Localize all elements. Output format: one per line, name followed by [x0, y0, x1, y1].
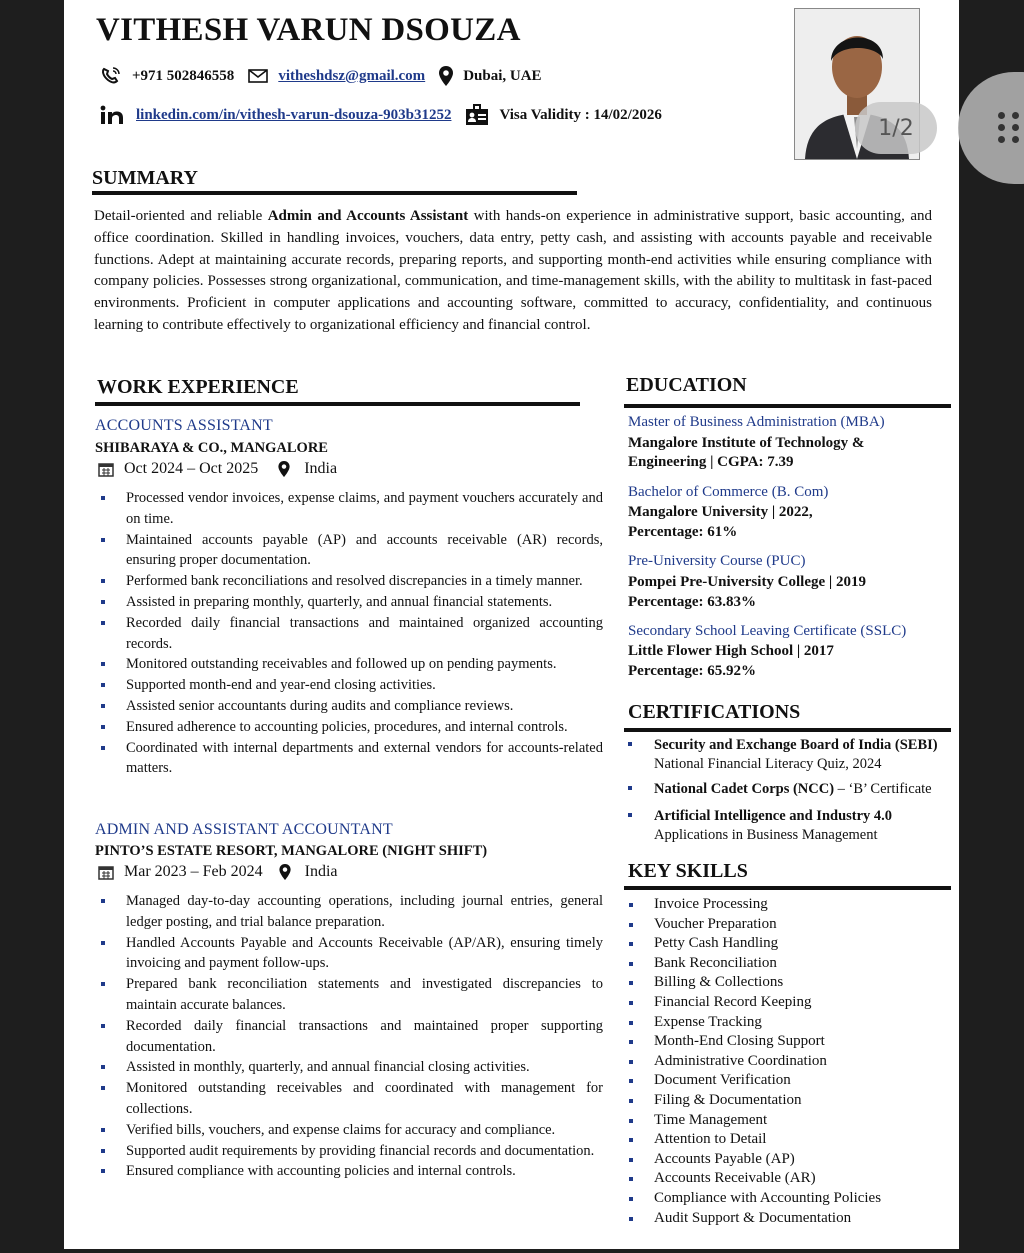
list-item: Bank Reconciliation	[628, 954, 948, 974]
cert-name-3: Artificial Intelligence and Industry 4.0	[654, 808, 893, 824]
skills-list	[628, 895, 948, 1228]
job-bullets-1	[96, 488, 603, 779]
list-item: Invoice Processing	[628, 895, 948, 915]
list-item: Audit Support & Documentation	[628, 1209, 948, 1229]
list-item: Voucher Preparation	[628, 915, 948, 935]
job-location-1	[278, 460, 337, 478]
list-item: Time Management	[628, 1111, 948, 1131]
cert-name-1: Security and Exchange Board of India (SEBI)	[654, 737, 938, 753]
list-item: Financial Record Keeping	[628, 993, 948, 1013]
job-meta-1	[98, 460, 337, 478]
list-item: Handled Accounts Payable and Accounts Receivable (AP/AR), ensuring timely invoicing and payment follow-ups.	[96, 933, 603, 975]
list-item: Verified bills, vouchers, and expense claims for accuracy and compliance.	[96, 1120, 603, 1141]
contact-row-2	[100, 104, 676, 126]
edu-line-3b: Percentage: 63.83%	[628, 594, 757, 610]
list-item: Ensured compliance with accounting policies and internal controls.	[96, 1161, 603, 1182]
candidate-name: VITHESH VARUN DSOUZA	[96, 12, 521, 48]
summary-rule	[92, 191, 577, 195]
job-bullets-2	[96, 891, 603, 1182]
education-heading: EDUCATION	[626, 374, 747, 396]
list-item: Billing & Collections	[628, 973, 948, 993]
cert-detail-1: National Financial Literacy Quiz, 2024	[654, 756, 882, 772]
education-rule	[624, 404, 951, 408]
drag-grip-icon	[998, 112, 1005, 119]
calendar-icon	[98, 461, 114, 477]
list-item: Attention to Detail	[628, 1130, 948, 1150]
certifications-heading: CERTIFICATIONS	[628, 701, 801, 723]
phone-icon	[100, 66, 122, 86]
cert-item-3	[628, 807, 974, 845]
certifications-rule	[624, 728, 951, 732]
cert-item-1	[628, 736, 974, 774]
summary-highlight: Admin and Accounts Assistant	[267, 208, 469, 224]
edu-line-1a: Mangalore Institute of Technology &	[628, 435, 865, 451]
resume-page	[64, 0, 959, 1249]
linkedin-item[interactable]	[100, 105, 451, 125]
email-link[interactable]: vitheshdsz@gmail.com	[278, 67, 426, 84]
edu-line-4a: Little Flower High School | 2017	[628, 643, 834, 659]
cert-name-2: National Cadet Corps (NCC)	[654, 781, 835, 797]
map-pin-icon	[279, 864, 291, 880]
cert-detail-2: – ‘B’ Certificate	[834, 781, 932, 797]
contact-row-1	[100, 66, 556, 86]
summary-heading: SUMMARY	[92, 167, 198, 189]
list-item: Prepared bank reconciliation statements and investigated discrepancies to maintain accurate balances.	[96, 974, 603, 1016]
job-meta-2	[98, 863, 338, 881]
list-item: Petty Cash Handling	[628, 934, 948, 954]
edu-line-4b: Percentage: 65.92%	[628, 663, 757, 679]
map-pin-icon	[439, 66, 453, 86]
list-item: Supported audit requirements by providing financial records and documentation.	[96, 1141, 603, 1162]
list-item: Month-End Closing Support	[628, 1032, 948, 1052]
job-location-2	[279, 863, 338, 881]
calendar-icon	[98, 864, 114, 880]
list-item: Coordinated with internal departments and external vendors for accounts-related matters.	[96, 738, 603, 780]
linkedin-icon	[100, 105, 126, 125]
job-location-text-1: India	[304, 460, 338, 477]
job-dates-1: Oct 2024 – Oct 2025	[124, 460, 259, 477]
summary-body: with hands-on experience in administrative support, basic accounting, and office coordination. Skilled in handling invoices, vouchers, data entry, petty cash, and assisting with accounts payable and receivable functions. Adept at maintaining accurate records, preparing reports, and supporting month-end activities while ensuring compliance with company policies. Possesses strong organizational, communication, and time-management skills, with the ability to multitask in fast-paced environments. Proficient in computer applications and accounting software, committed to accuracy, confidentiality, and continuous learning to contribute effectively to organizational efficiency and financial control.	[94, 208, 932, 333]
list-item: Accounts Payable (AP)	[628, 1150, 948, 1170]
job-location-text-2: India	[304, 863, 338, 880]
visa-validity: Visa Validity : 14/02/2026	[499, 106, 662, 123]
company-2: PINTO’S ESTATE RESORT, MANGALORE (NIGHT SHIFT)	[95, 843, 488, 859]
scroll-handle[interactable]	[958, 72, 1024, 184]
skills-heading: KEY SKILLS	[628, 860, 748, 882]
drag-grip-icon	[1012, 112, 1019, 119]
drag-grip-icon	[1012, 124, 1019, 131]
edu-line-1b: Engineering | CGPA: 7.39	[628, 454, 794, 470]
mail-icon	[248, 68, 268, 84]
cert-item-2	[628, 780, 974, 799]
linkedin-link[interactable]: linkedin.com/in/vithesh-varun-dsouza-903b31252	[136, 106, 452, 123]
list-item: Assisted senior accountants during audits and compliance reviews.	[96, 696, 603, 717]
list-item: Recorded daily financial transactions and maintained proper supporting documentation.	[96, 1016, 603, 1058]
job-title-2: ADMIN AND ASSISTANT ACCOUNTANT	[95, 821, 393, 838]
skills-rule	[624, 886, 951, 890]
email-item[interactable]	[248, 68, 425, 85]
phone-item	[100, 66, 234, 86]
drag-grip-icon	[998, 136, 1005, 143]
summary-intro: Detail-oriented and reliable	[94, 208, 268, 224]
cert-detail-3: Applications in Business Management	[654, 827, 878, 843]
location-item	[439, 66, 541, 86]
id-card-icon	[465, 104, 489, 126]
list-item: Expense Tracking	[628, 1013, 948, 1033]
list-item: Managed day-to-day accounting operations, including journal entries, general ledger posting, and trial balance preparation.	[96, 891, 603, 933]
list-item: Performed bank reconciliations and resolved discrepancies in a timely manner.	[96, 571, 603, 592]
summary-text	[94, 206, 932, 337]
list-item: Ensured adherence to accounting policies, procedures, and internal controls.	[96, 717, 603, 738]
edu-line-2b: Percentage: 61%	[628, 524, 738, 540]
drag-grip-icon	[1012, 136, 1019, 143]
location-text: Dubai, UAE	[463, 67, 542, 84]
job-dates-2: Mar 2023 – Feb 2024	[124, 863, 263, 880]
list-item: Monitored outstanding receivables and coordinated with management for collections.	[96, 1078, 603, 1120]
page-indicator: 1/2	[855, 102, 937, 154]
list-item: Assisted in monthly, quarterly, and annual financial closing activities.	[96, 1057, 603, 1078]
list-item: Assisted in preparing monthly, quarterly, and annual financial statements.	[96, 592, 603, 613]
visa-item	[465, 104, 661, 126]
work-rule	[95, 402, 580, 406]
edu-line-2a: Mangalore University | 2022,	[628, 504, 813, 520]
list-item: Maintained accounts payable (AP) and accounts receivable (AR) records, ensuring proper documentation.	[96, 530, 603, 572]
edu-line-3a: Pompei Pre-University College | 2019	[628, 574, 866, 590]
list-item: Monitored outstanding receivables and followed up on pending payments.	[96, 654, 603, 675]
phone-number: +971 502846558	[132, 67, 235, 84]
list-item: Processed vendor invoices, expense claims, and payment vouchers accurately and on time.	[96, 488, 603, 530]
edu-degree-1: Master of Business Administration (MBA)	[628, 414, 885, 430]
list-item: Accounts Receivable (AR)	[628, 1169, 948, 1189]
list-item: Document Verification	[628, 1071, 948, 1091]
list-item: Filing & Documentation	[628, 1091, 948, 1111]
list-item: Supported month-end and year-end closing activities.	[96, 675, 603, 696]
drag-grip-icon	[998, 124, 1005, 131]
edu-degree-2: Bachelor of Commerce (B. Com)	[628, 484, 829, 500]
edu-degree-3: Pre-University Course (PUC)	[628, 553, 806, 569]
list-item: Compliance with Accounting Policies	[628, 1189, 948, 1209]
list-item: Recorded daily financial transactions and maintained organized accounting records.	[96, 613, 603, 655]
work-heading: WORK EXPERIENCE	[97, 376, 299, 398]
list-item: Administrative Coordination	[628, 1052, 948, 1072]
company-1: SHIBARAYA & CO., MANGALORE	[95, 440, 328, 456]
map-pin-icon	[278, 461, 290, 477]
job-title-1: ACCOUNTS ASSISTANT	[95, 417, 273, 434]
edu-degree-4: Secondary School Leaving Certificate (SSLC)	[628, 623, 907, 639]
